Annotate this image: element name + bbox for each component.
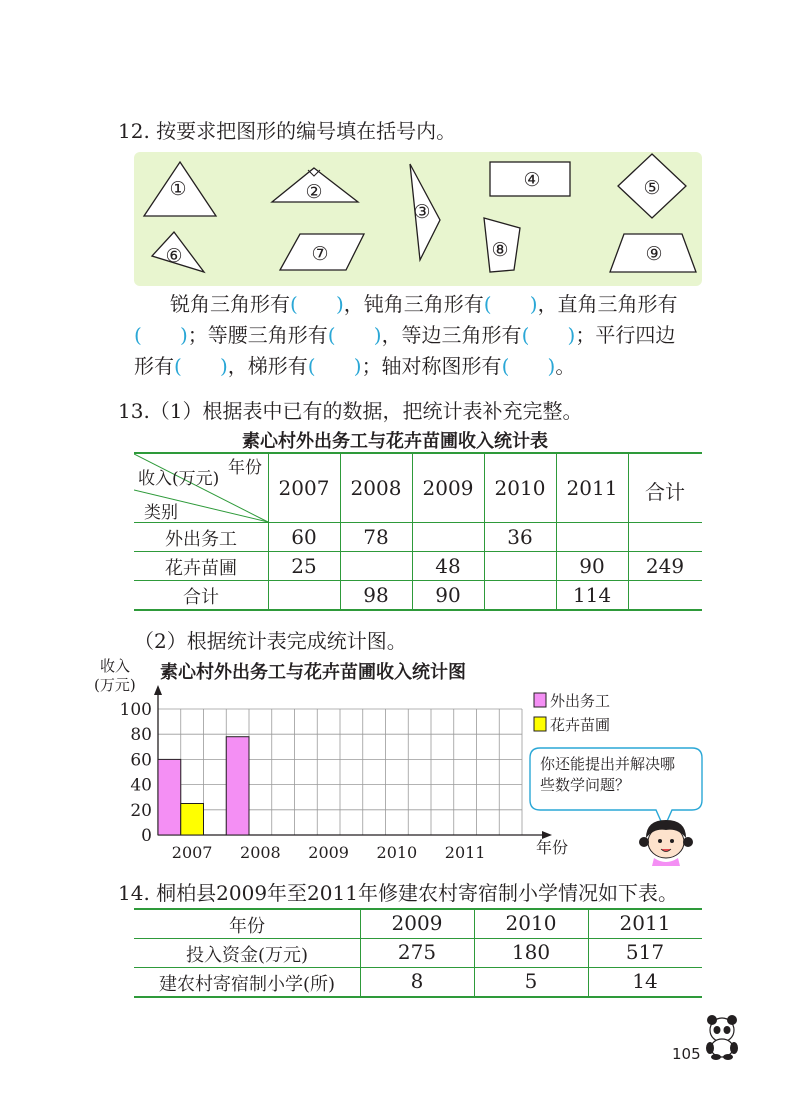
header-year-label: 年份 [228,458,262,478]
bar-nursery [181,804,204,836]
header-year: 2009 [422,476,474,500]
y-tick-label: 100 [119,700,152,720]
x-tick-label: 2007 [171,843,213,862]
table-cell: 8 [410,969,424,993]
header-income-label: 收入(万元) [138,469,220,489]
q14-header-2011: 2011 [619,911,671,935]
x-tick-label: 2011 [444,843,486,862]
q13-part1: 13.（1）根据表中已有的数据，把统计表补充完整。 [118,399,583,423]
legend-swatch [534,717,546,731]
q14-header-2010: 2010 [505,911,557,935]
y-tick-label: 60 [130,750,152,771]
q13-part2: （2）根据统计表完成统计图。 [134,629,407,653]
q14-row-label-schools: 建农村寄宿制小学(所) [158,974,336,995]
q13-table-title: 素心村外出务工与花卉苗圃收入统计表 [242,431,548,452]
table-cell[interactable]: 25 [291,554,317,578]
row-label-labor: 外出务工 [165,529,237,550]
y-axis-arrow [154,685,162,695]
q14-title: 14. 桐柏县2009年至2011年修建农村寄宿制小学情况如下表。 [118,881,678,905]
table-cell[interactable]: 36 [507,525,533,549]
chart-ylabel-line1: 收入 [100,657,131,675]
bar-labor [226,737,249,835]
table-cell: 517 [625,940,665,964]
y-tick-label: 40 [130,775,152,796]
table-cell[interactable]: 249 [645,554,685,578]
header-year: 2011 [566,476,618,500]
chart-xlabel: 年份 [536,838,569,857]
x-tick-label: 2008 [240,843,281,862]
table-cell[interactable]: 78 [363,525,389,549]
header-year: 2010 [494,476,546,500]
shape-label-7: ⑦ [311,243,329,265]
table-cell[interactable]: 90 [435,583,461,607]
q12-line-2: ( )；等腰三角形有( )，等边三角形有( )；平行四边 [134,323,676,347]
y-tick-label: 80 [130,725,152,746]
blank-symmetric[interactable]: ( ) [501,354,556,378]
shape-label-4: ④ [523,169,541,191]
table-cell[interactable]: 48 [435,554,461,578]
header-year: 2008 [350,476,402,500]
x-tick-label: 2009 [308,843,349,862]
girl-icon [639,820,693,866]
q12-title: 12. 按要求把图形的编号填在括号内。 [118,119,457,143]
legend-swatch [534,693,546,707]
table-cell: 14 [632,969,658,993]
blank-parallelogram[interactable]: ( ) [174,354,228,378]
header-category-label: 类别 [144,503,178,523]
blank-acute[interactable]: ( ) [290,292,344,316]
shape-label-3: ③ [413,201,431,223]
legend-label: 花卉苗圃 [550,716,611,734]
bubble-text: 你还能提出并解决哪 些数学问题？ [540,755,676,794]
blank-equilateral[interactable]: ( ) [521,323,576,347]
shapes-figure [134,152,702,286]
row-label-nursery: 花卉苗圃 [165,558,237,579]
blank-trapezoid[interactable]: ( ) [307,354,362,378]
school-table [134,908,702,998]
q14-header-year: 年份 [229,916,265,937]
chart-ylabel-line2: (万元) [94,676,136,694]
bar-labor [158,759,181,835]
table-cell[interactable]: 60 [291,525,317,549]
q14-header-2009: 2009 [391,911,443,935]
table-cell[interactable]: 114 [572,583,612,607]
table-cell[interactable]: 90 [579,554,605,578]
blank-right[interactable]: ( ) [134,323,188,347]
header-total: 合计 [645,480,685,504]
income-table [134,452,702,612]
shape-label-9: ⑨ [645,243,663,265]
row-label-total: 合计 [183,587,219,608]
shape-label-1: ① [169,178,187,200]
q14-row-label-funds: 投入资金(万元) [185,945,309,966]
shape-label-5: ⑤ [643,177,661,199]
header-year: 2007 [278,476,330,500]
table-cell: 5 [524,969,538,993]
shape-label-6: ⑥ [165,245,183,267]
table-cell: 180 [511,940,551,964]
panda-icon [700,1012,748,1060]
q12-line-1: 锐角三角形有( )，钝角三角形有( )，直角三角形有 [170,292,678,316]
table-cell: 275 [397,940,437,964]
y-tick-label: 20 [130,800,152,821]
shape-label-2: ② [305,181,323,203]
chart-title: 素心村外出务工与花卉苗圃收入统计图 [160,662,466,683]
shape-label-8: ⑧ [491,239,509,261]
legend-label: 外出务工 [550,692,611,710]
q12-line-3: 形有( )，梯形有( )；轴对称图形有( )。 [134,354,576,378]
y-tick-label: 0 [141,826,152,846]
blank-obtuse[interactable]: ( ) [483,292,538,316]
table-cell[interactable]: 98 [363,583,389,607]
x-tick-label: 2010 [376,843,418,862]
shapes-panel [134,152,702,286]
blank-isosceles[interactable]: ( ) [327,323,382,347]
page-number: 105 [672,1045,701,1063]
